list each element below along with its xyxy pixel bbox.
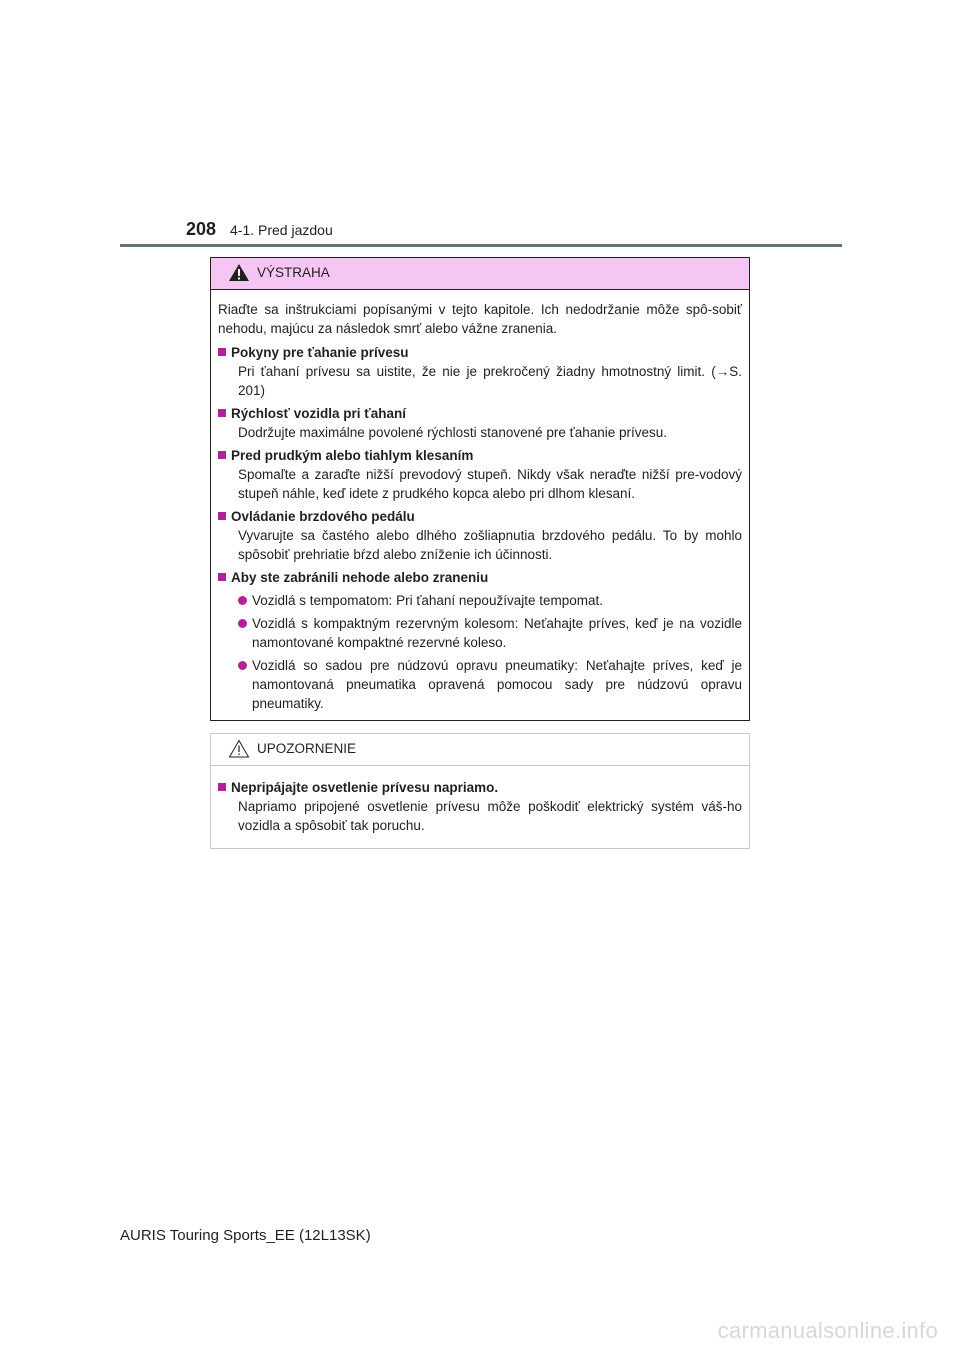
header-rule bbox=[120, 244, 842, 247]
item-text: Spomaľte a zaraďte nižší prevodový stupeň. Nikdy však neraďte nižší pre-vodový stupeň náhle, keď idete z prudkého kopca alebo pri dlhom klesaní. bbox=[238, 467, 742, 501]
warning-triangle-icon bbox=[228, 263, 250, 287]
bullet-item bbox=[218, 591, 742, 610]
warning-label: VÝSTRAHA bbox=[257, 265, 330, 280]
caution-box bbox=[210, 733, 750, 849]
item-text: Pri ťahaní prívesu sa uistite, že nie je prekročený žiadny hmotnostný limit. (→S. 201) bbox=[238, 364, 742, 398]
square-bullet-icon bbox=[218, 348, 226, 356]
caution-body bbox=[211, 766, 749, 835]
warning-body bbox=[211, 290, 749, 713]
section-title: 4-1. Pred jazdou bbox=[230, 222, 333, 238]
watermark: carmanualsonline.info bbox=[717, 1318, 938, 1343]
caution-item bbox=[218, 778, 742, 835]
page-number: 208 bbox=[186, 219, 217, 239]
square-bullet-icon bbox=[218, 573, 226, 581]
bullet-text: Vozidlá s tempomatom: Pri ťahaní nepoužívajte tempomat. bbox=[252, 593, 603, 608]
warning-item bbox=[218, 568, 742, 713]
item-text: Napriamo pripojené osvetlenie prívesu môže poškodiť elektrický systém váš-ho vozidla a spôsobiť tak poruchu. bbox=[238, 799, 742, 833]
item-title: Aby ste zabránili nehode alebo zraneniu bbox=[231, 570, 489, 585]
item-title: Pokyny pre ťahanie prívesu bbox=[231, 345, 409, 360]
warning-item bbox=[218, 343, 742, 400]
caution-triangle-icon bbox=[228, 739, 250, 763]
square-bullet-icon bbox=[218, 451, 226, 459]
bullet-item bbox=[218, 614, 742, 652]
round-bullet-icon bbox=[238, 596, 247, 605]
warning-item bbox=[218, 404, 742, 442]
item-title: Ovládanie brzdového pedálu bbox=[231, 509, 415, 524]
item-text: Vyvarujte sa častého alebo dlhého zošliapnutia brzdového pedálu. To by mohlo spôsobiť prehriatie bŕzd alebo zníženie ich účinnosti. bbox=[238, 528, 742, 562]
item-text: Dodržujte maximálne povolené rýchlosti stanovené pre ťahanie prívesu. bbox=[238, 425, 668, 440]
warning-item bbox=[218, 507, 742, 564]
square-bullet-icon bbox=[218, 512, 226, 520]
caution-label: UPOZORNENIE bbox=[257, 741, 357, 756]
bullet-text: Vozidlá s kompaktným rezervným kolesom: Neťahajte príves, keď je na vozidle namontované kompaktné rezervné koleso. bbox=[252, 616, 742, 650]
round-bullet-icon bbox=[238, 661, 247, 670]
warning-header bbox=[211, 258, 749, 290]
bullet-item bbox=[218, 656, 742, 713]
item-title: Rýchlosť vozidla pri ťahaní bbox=[231, 406, 406, 421]
bullet-text: Vozidlá so sadou pre núdzovú opravu pneumatiky: Neťahajte príves, keď je namontovaná pneumatika opravená pomocou sady pre núdzovú opravu pneumatiky. bbox=[252, 658, 742, 711]
item-title: Pred prudkým alebo tiahlym klesaním bbox=[231, 448, 474, 463]
square-bullet-icon bbox=[218, 409, 226, 417]
warning-box bbox=[210, 257, 750, 721]
page-header bbox=[120, 216, 842, 246]
page-footer: AURIS Touring Sports_EE (12L13SK) bbox=[120, 1227, 371, 1244]
warning-item bbox=[218, 446, 742, 503]
square-bullet-icon bbox=[218, 783, 226, 791]
warning-intro: Riaďte sa inštrukciami popísanými v tejto kapitole. Ich nedodržanie môže spô-sobiť nehodu, majúcu za následok smrť alebo vážne zranenia. bbox=[218, 302, 742, 336]
round-bullet-icon bbox=[238, 619, 247, 628]
item-title: Nepripájajte osvetlenie prívesu napriamo. bbox=[231, 780, 499, 795]
caution-header bbox=[211, 734, 749, 766]
